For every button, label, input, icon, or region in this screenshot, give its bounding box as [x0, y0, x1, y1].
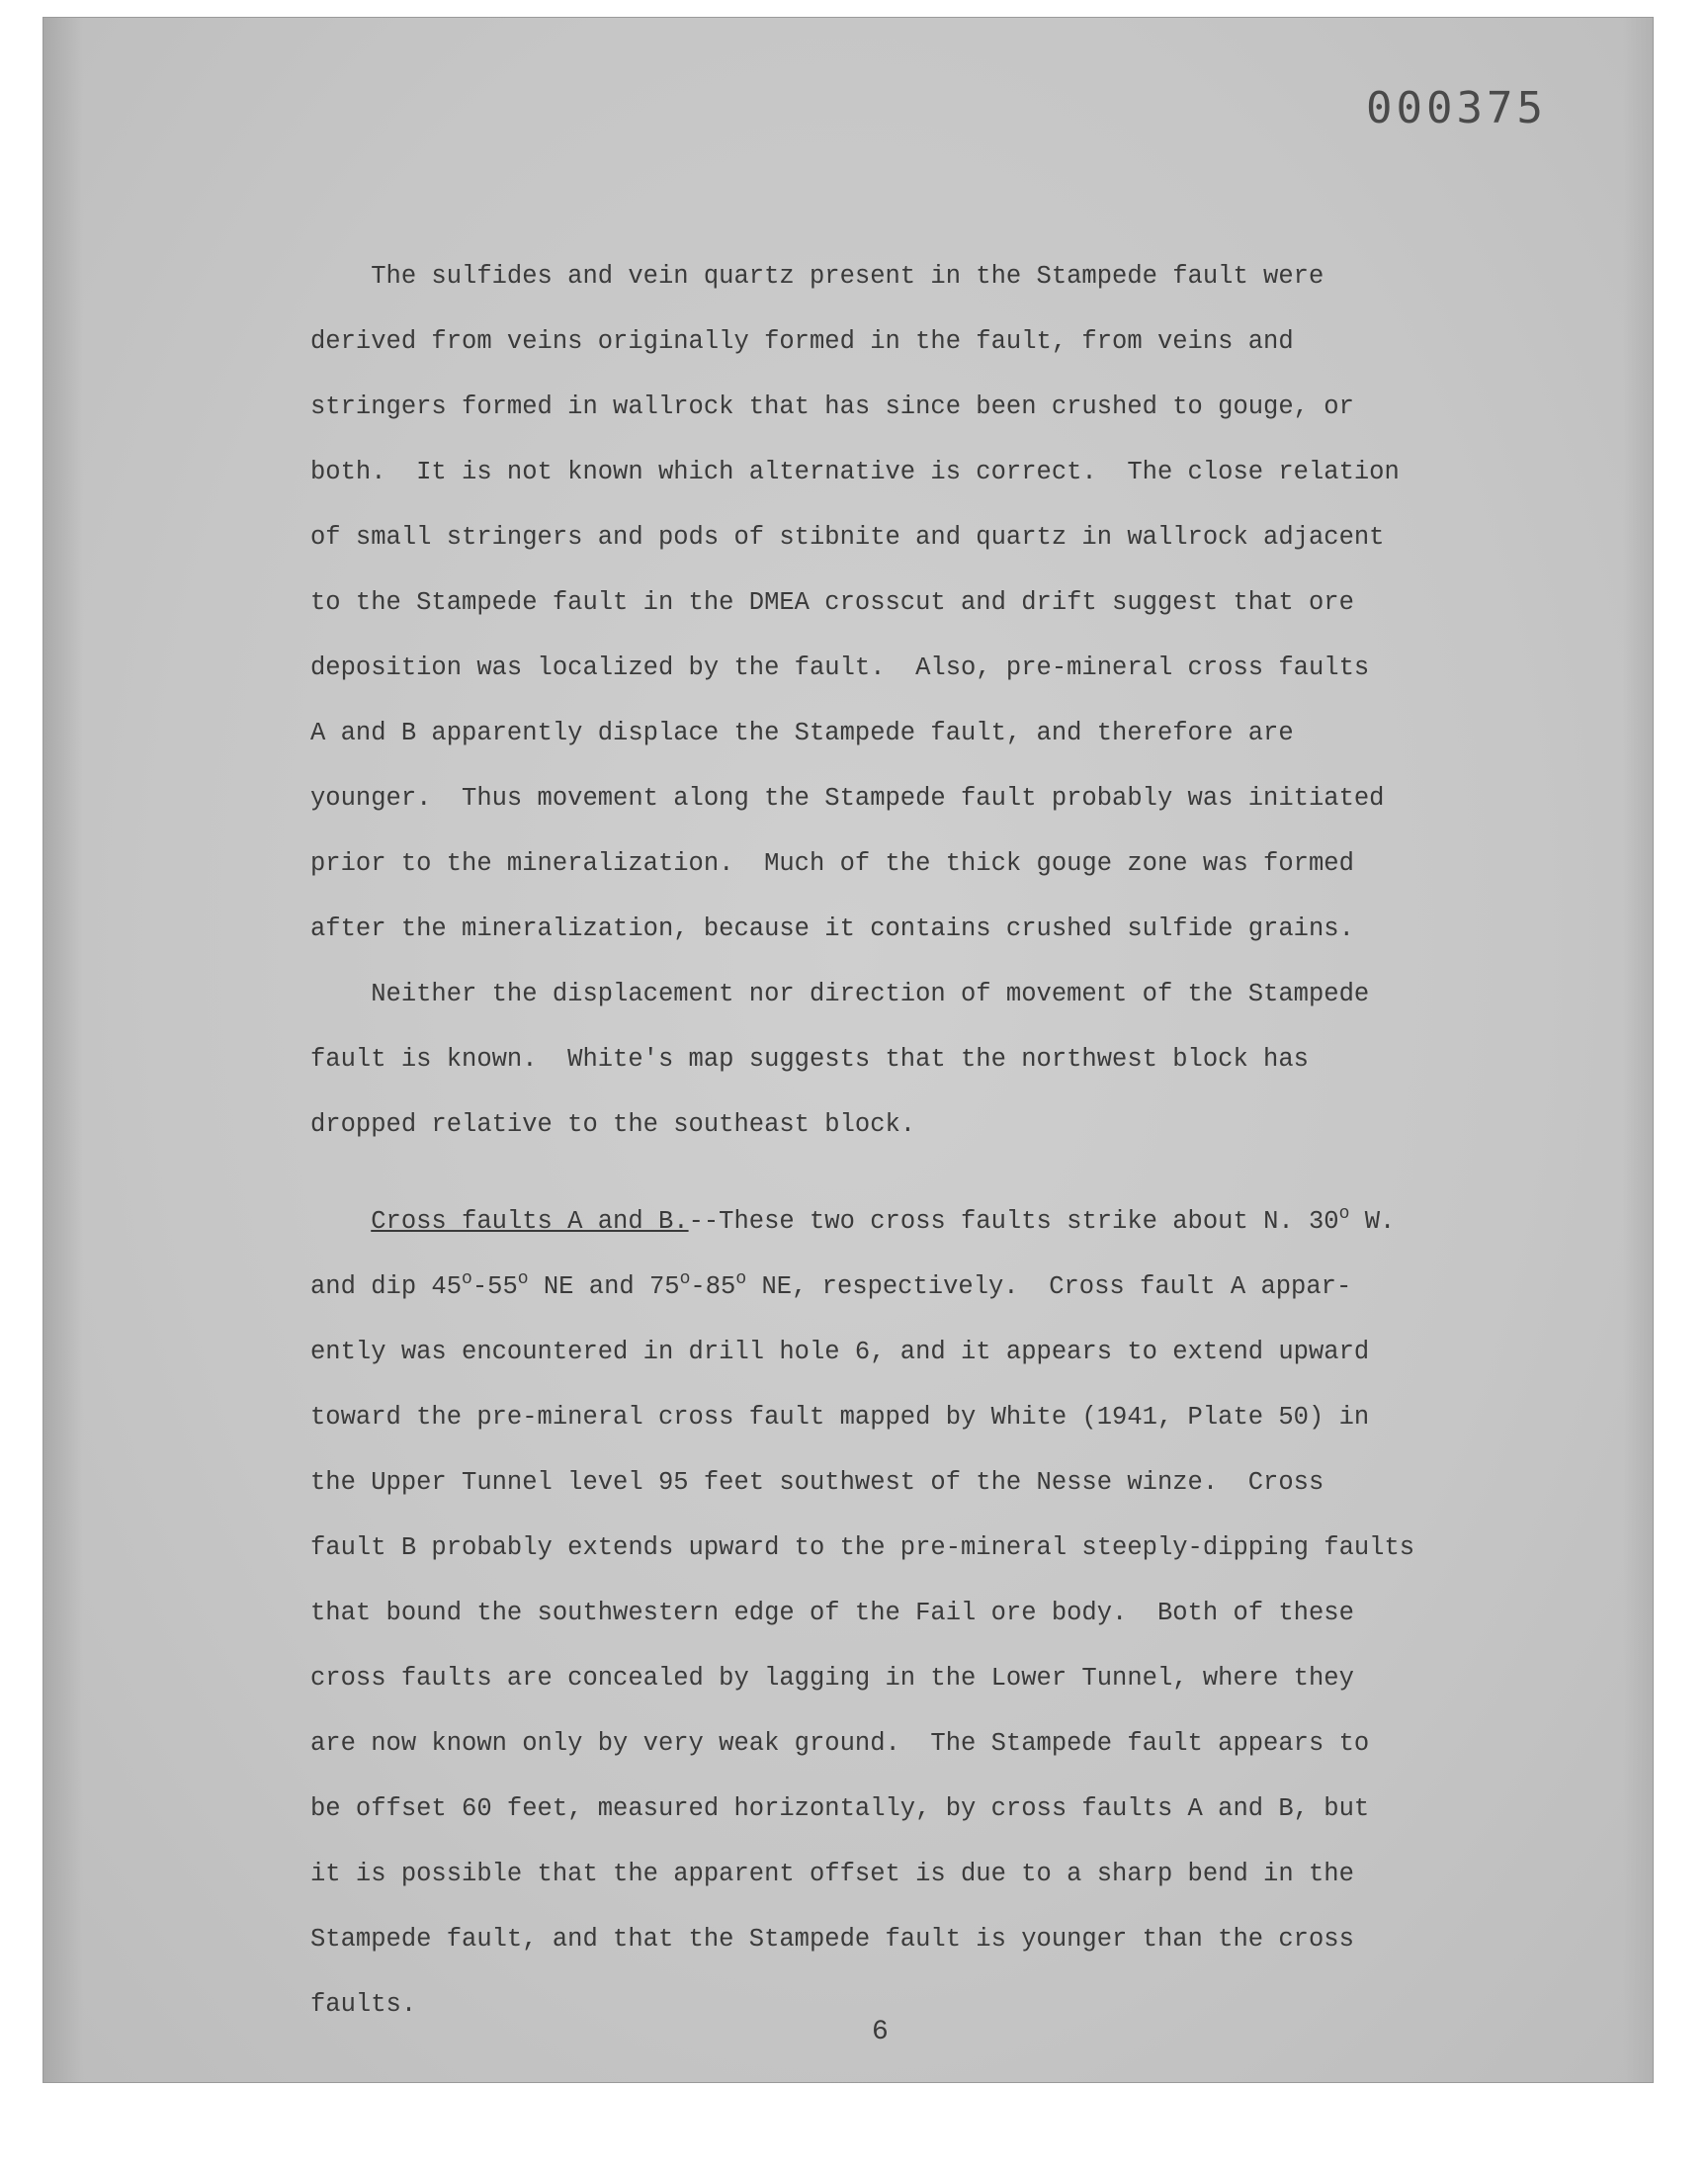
text-line: derived from veins originally formed in the fault, from veins and	[310, 327, 1294, 356]
scanned-page	[43, 18, 1653, 2082]
text-line: fault B probably extends upward to the pre-mineral steeply-dipping faults	[310, 1533, 1415, 1562]
page-number: 6	[872, 2017, 889, 2047]
text-line: stringers formed in wallrock that has since been crushed to gouge, or	[310, 392, 1354, 421]
text-line: the Upper Tunnel level 95 feet southwest of the Nesse winze. Cross	[310, 1468, 1324, 1497]
paragraph-gap	[310, 1165, 1585, 1196]
text-line: are now known only by very weak ground. The Stampede fault appears to	[310, 1729, 1370, 1758]
text-line: of small stringers and pods of stibnite and quartz in wallrock adjacent	[310, 523, 1385, 552]
text-line: after the mineralization, because it contains crushed sulfide grains.	[310, 914, 1354, 943]
text-line: toward the pre-mineral cross fault mapped by White (1941, Plate 50) in	[310, 1403, 1370, 1432]
text-line: to the Stampede fault in the DMEA crosscut and drift suggest that ore	[310, 588, 1354, 617]
text-line: that bound the southwestern edge of the Fail ore body. Both of these	[310, 1599, 1354, 1627]
text-line: it is possible that the apparent offset is due to a sharp bend in the	[310, 1860, 1354, 1888]
text-line: and dip 45$^o$-55$^o$ NE and 75$^o$-85$^o$ NE, respectively. Cross fault A appar-	[310, 1269, 1352, 1301]
section-heading: Cross faults A and B.	[371, 1207, 689, 1236]
text-line: Cross faults A and B.--These two cross faults strike about N. 30$^o$ W.	[371, 1204, 1396, 1236]
paragraph-displacement	[310, 969, 1585, 1165]
text-line: be offset 60 feet, measured horizontally, by cross faults A and B, but	[310, 1794, 1370, 1823]
paragraph-cross-faults	[310, 1196, 1585, 2044]
text-line: A and B apparently displace the Stampede fault, and therefore are	[310, 719, 1294, 747]
text-line: both. It is not known which alternative is correct. The close relation	[310, 458, 1400, 486]
paragraph-sulfides	[310, 251, 1585, 969]
page-edge-shadow-right	[1623, 18, 1653, 2082]
text-line: deposition was localized by the fault. Also, pre-mineral cross faults	[310, 653, 1370, 682]
text-line: faults.	[310, 1990, 417, 2019]
body-text	[310, 251, 1585, 2044]
text-line: cross faults are concealed by lagging in the Lower Tunnel, where they	[310, 1664, 1354, 1693]
text-line: dropped relative to the southeast block.	[310, 1110, 916, 1139]
document-number: 000375	[1366, 83, 1547, 133]
page-edge-shadow-left	[43, 18, 83, 2082]
text-line: Stampede fault, and that the Stampede fault is younger than the cross	[310, 1925, 1354, 1954]
text-line: Neither the displacement nor direction of movement of the Stampede	[310, 980, 1370, 1008]
text-line: fault is known. White's map suggests that the northwest block has	[310, 1045, 1309, 1074]
text-line: younger. Thus movement along the Stampede fault probably was initiated	[310, 784, 1385, 813]
text-line: The sulfides and vein quartz present in the Stampede fault were	[310, 262, 1324, 291]
text-line: prior to the mineralization. Much of the thick gouge zone was formed	[310, 849, 1354, 878]
text-line: ently was encountered in drill hole 6, and it appears to extend upward	[310, 1338, 1370, 1366]
